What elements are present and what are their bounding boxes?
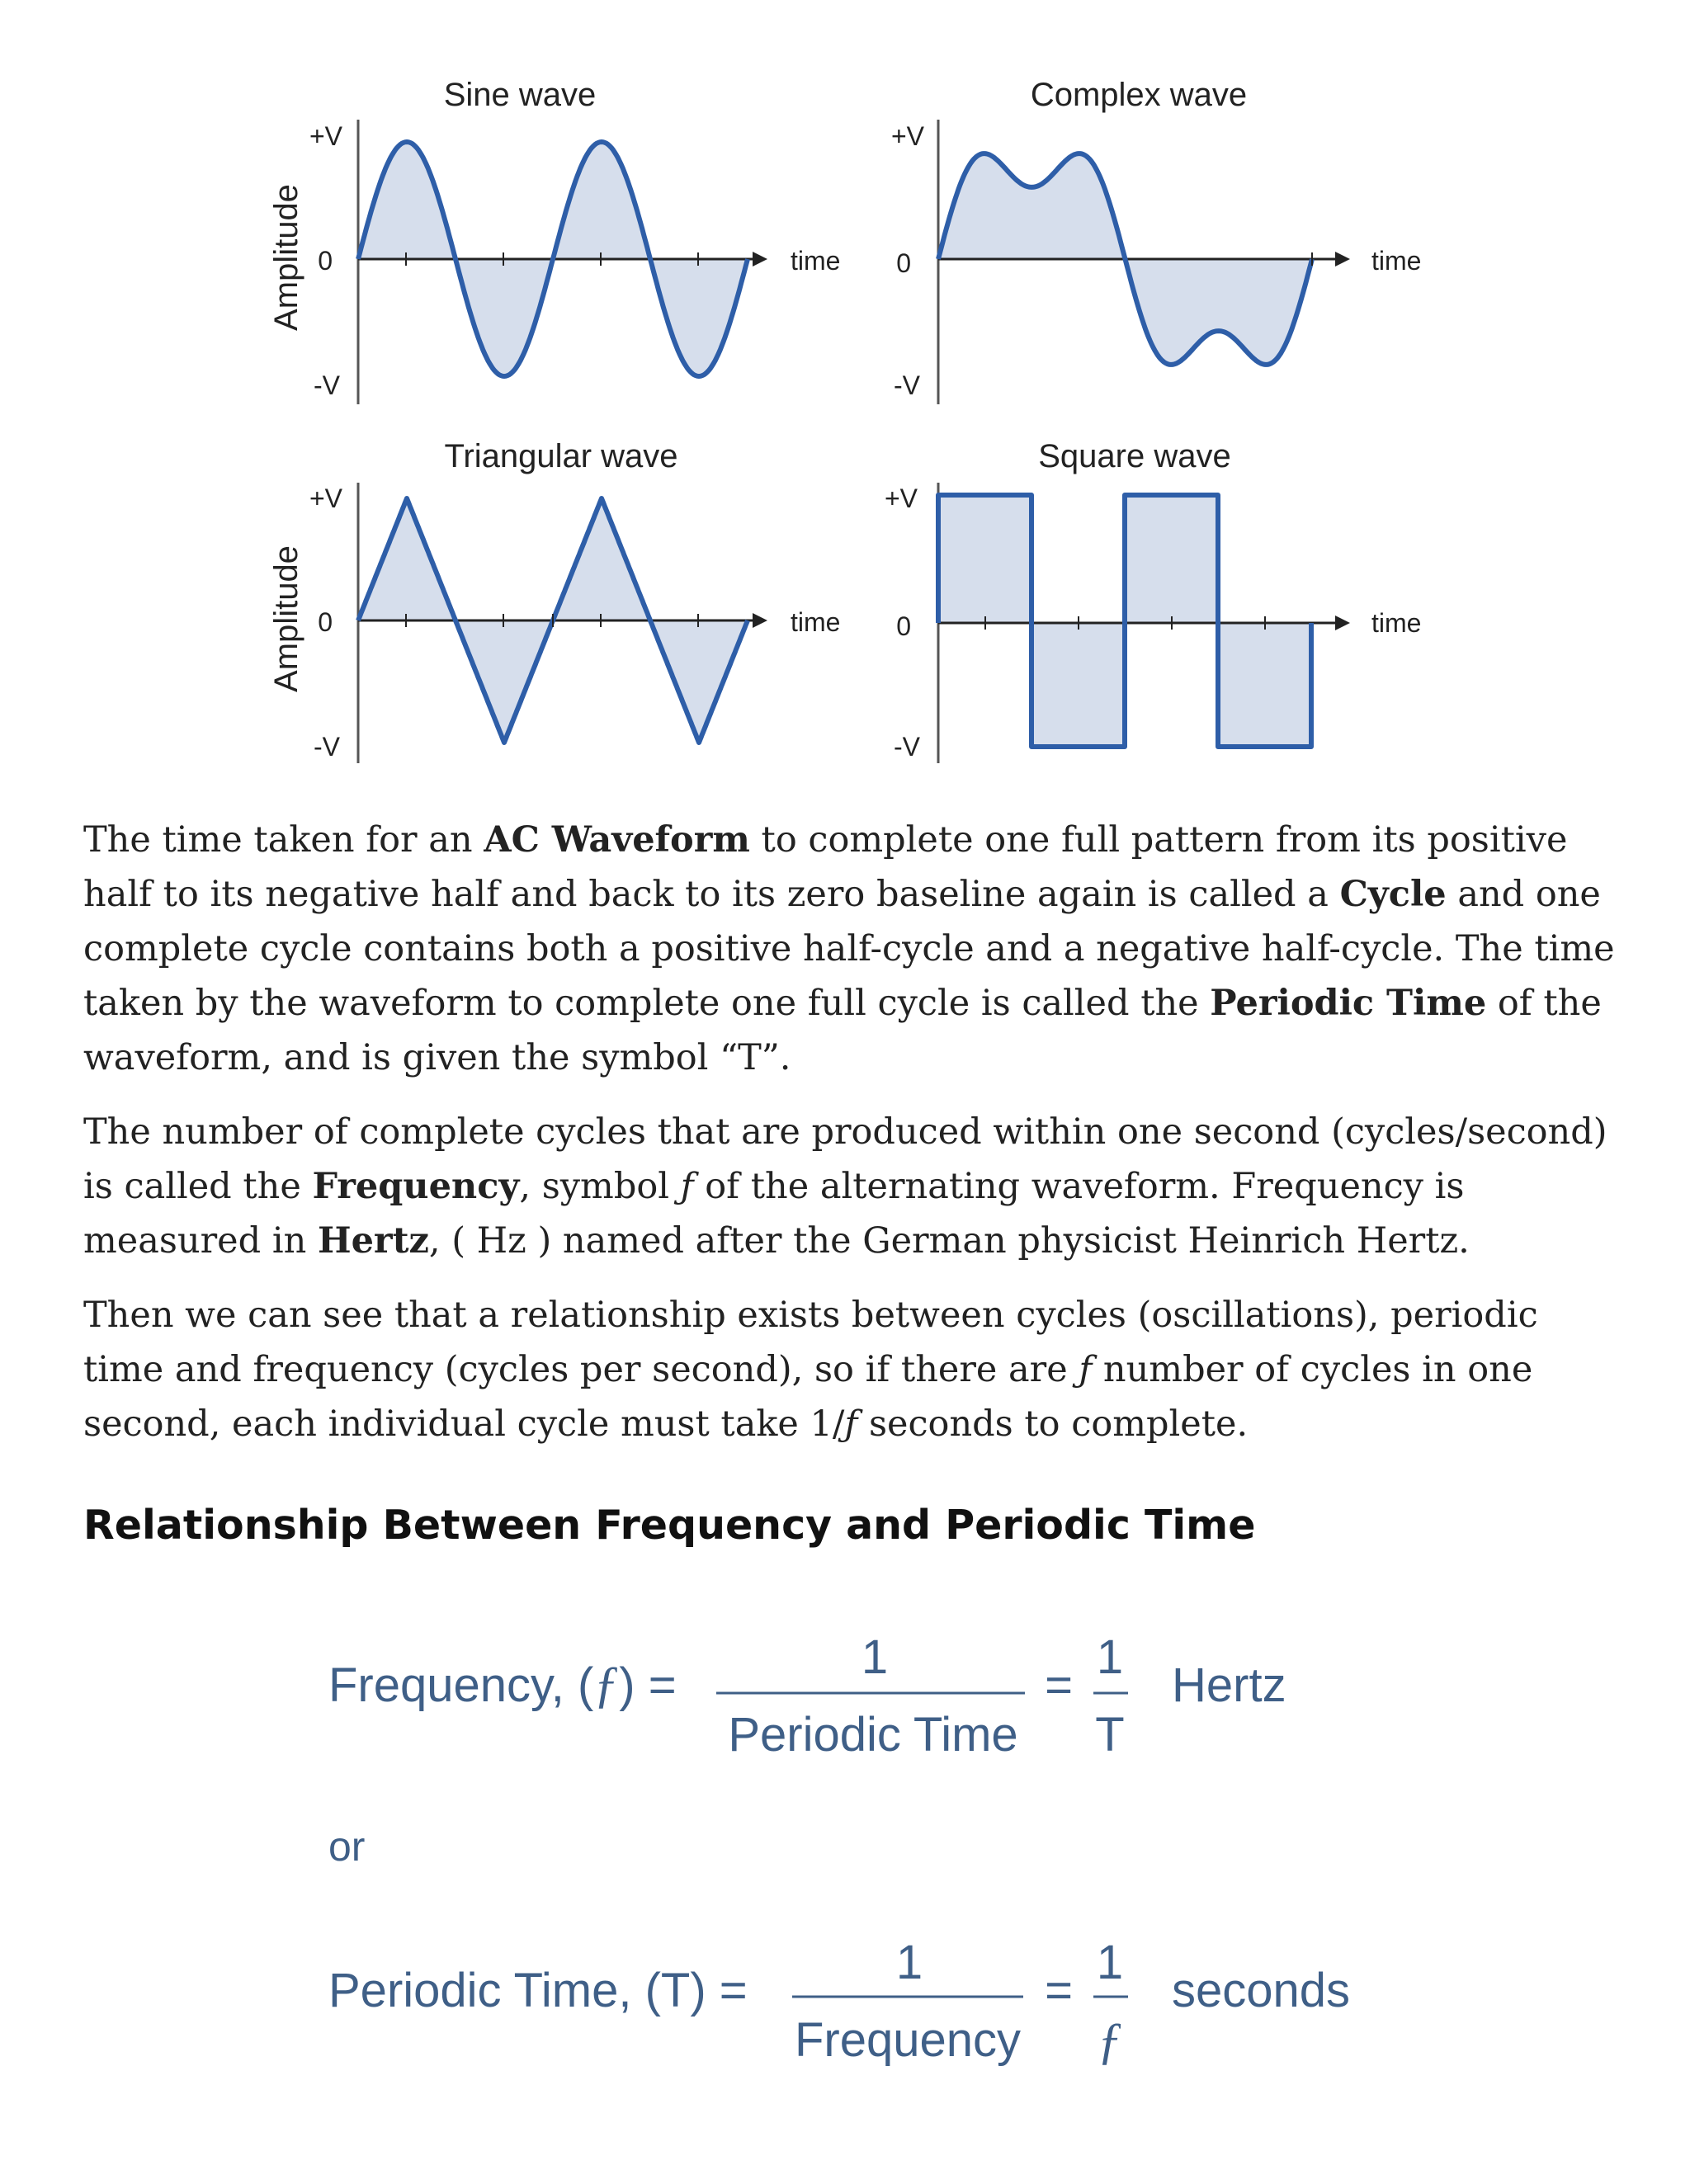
or-label: or: [328, 1823, 366, 1870]
article-body: [83, 813, 1618, 1471]
time-axis-label: time: [1371, 608, 1422, 638]
minus-v-label: -V: [894, 370, 920, 400]
equals-sign: =: [1045, 1964, 1073, 2017]
time-axis-label: time: [1371, 246, 1422, 276]
time-axis-arrow: [753, 252, 767, 267]
paragraph-cycle: [83, 813, 1618, 1085]
term-cycle: Cycle: [1339, 874, 1447, 915]
square-wave-panel: [885, 438, 1421, 763]
frequency-numerator: 1: [861, 1630, 889, 1684]
time-axis-label: time: [791, 607, 841, 637]
text-run: 1/: [810, 1403, 845, 1445]
plus-v-label: +V: [890, 121, 924, 151]
triangular-wave-panel: [268, 438, 840, 763]
waveforms-figure: [0, 0, 1690, 792]
minus-v-label: -V: [894, 732, 920, 762]
periodic-denominator: Frequency: [794, 2013, 1022, 2067]
triangular-wave-title: Triangular wave: [444, 438, 678, 474]
periodic-time-lhs: Periodic Time, (T) =: [328, 1964, 748, 2017]
unit-seconds: seconds: [1172, 1964, 1351, 2017]
amplitude-axis-label: Amplitude: [268, 545, 304, 692]
plus-v-label: +V: [309, 483, 342, 513]
term-periodic-time: Periodic Time: [1210, 983, 1487, 1024]
time-axis-label: time: [791, 246, 841, 276]
minus-v-label: -V: [314, 370, 340, 400]
text-run: , ( Hz ) named after the German physicist Heinrich Hertz.: [428, 1220, 1470, 1262]
periodic-numerator-2: 1: [1096, 1936, 1124, 1989]
periodic-denominator-2: ƒ: [1097, 2013, 1123, 2069]
equals-sign: =: [1045, 1658, 1073, 1712]
frequency-lhs: Frequency, (ƒ) =: [328, 1657, 677, 1713]
symbol-f: ƒ: [1079, 1349, 1093, 1390]
frequency-formula: [328, 1630, 1286, 1762]
time-axis-arrow: [1335, 252, 1350, 267]
amplitude-axis-label: Amplitude: [268, 184, 304, 331]
frequency-numerator-2: 1: [1096, 1630, 1124, 1684]
text-run: of the waveform, and is given the symbol “T”.: [83, 983, 1602, 1078]
zero-label: 0: [896, 611, 911, 641]
text-run: , symbol: [519, 1166, 681, 1207]
time-axis-arrow: [753, 613, 767, 628]
paragraph-relationship: [83, 1288, 1618, 1451]
text-run: number of cycles in one second, each individual cycle must take: [83, 1349, 1533, 1445]
periodic-time-formula: [328, 1936, 1350, 2069]
sine-wave-panel: [268, 77, 840, 404]
frequency-denominator-2: T: [1095, 1708, 1125, 1762]
text-run: to complete one full pattern from its positive half to its negative half and back to its zero baseline again is called a: [83, 819, 1568, 915]
paragraph-frequency: [83, 1105, 1618, 1268]
text-run: and one complete cycle contains both a positive half-cycle and a negative half-cycle. The time taken by the waveform to complete one full cycle is called the: [83, 874, 1615, 1024]
square-wave-title: Square wave: [1038, 438, 1231, 474]
time-axis-arrow: [1335, 616, 1350, 630]
zero-label: 0: [896, 248, 911, 278]
plus-v-label: +V: [309, 121, 342, 151]
symbol-f: ƒ: [680, 1166, 694, 1207]
zero-label: 0: [318, 246, 333, 276]
term-hertz: Hertz: [317, 1220, 429, 1262]
frequency-denominator: Periodic Time: [728, 1708, 1018, 1762]
complex-wave-panel: [891, 77, 1421, 404]
zero-label: 0: [318, 607, 333, 637]
text-run: of the alternating waveform. Frequency is measured in: [83, 1166, 1465, 1262]
text-run: The time taken for an: [83, 819, 484, 861]
sine-wave-title: Sine wave: [443, 77, 597, 113]
symbol-f: ƒ: [844, 1403, 858, 1445]
section-heading: Relationship Between Frequency and Periodic Time: [83, 1502, 1256, 1549]
plus-v-label: +V: [884, 483, 918, 513]
minus-v-label: -V: [314, 732, 340, 762]
term-ac-waveform: AC Waveform: [484, 819, 750, 861]
text-run: seconds to complete.: [857, 1403, 1249, 1445]
complex-wave-title: Complex wave: [1030, 77, 1248, 113]
text-run: Then we can see that a relationship exists between cycles (oscillations), periodic time and frequency (cycles per second), so if there are: [83, 1295, 1538, 1390]
text-run: The number of complete cycles that are produced within one second (cycles/second) is called the: [83, 1111, 1607, 1207]
unit-hertz: Hertz: [1172, 1658, 1286, 1712]
periodic-numerator: 1: [895, 1936, 923, 1989]
term-frequency: Frequency: [312, 1166, 520, 1207]
